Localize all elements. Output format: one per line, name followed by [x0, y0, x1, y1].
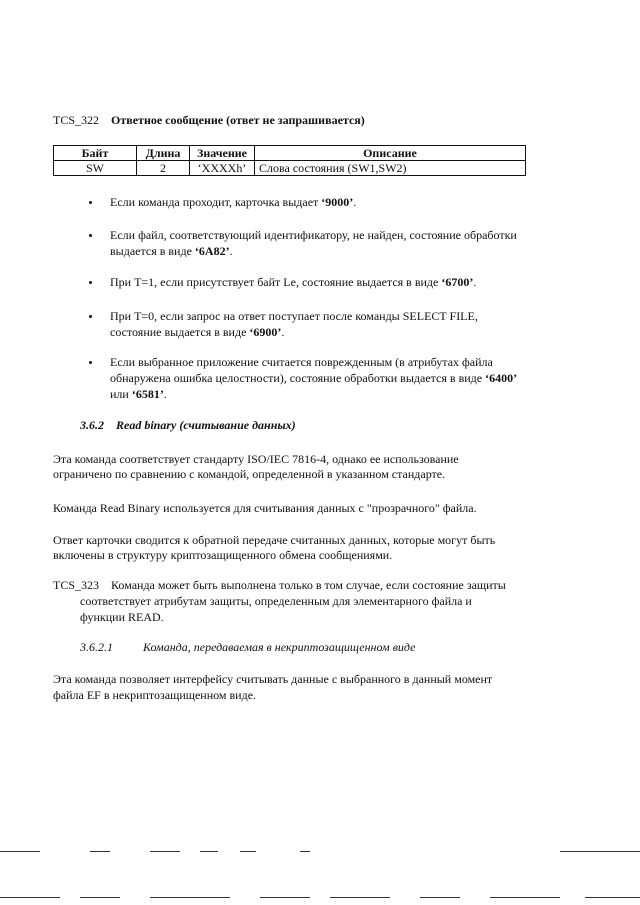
- bullet-text: или: [110, 387, 132, 401]
- tcs-323-id: TCS_323: [53, 578, 100, 592]
- bullet-text-line: [110, 355, 493, 369]
- bullet-text: Если файл, соответствующий идентификатору, не найден, состояние обработки: [110, 228, 517, 242]
- bullet-icon: [89, 361, 92, 364]
- tcs-322-id: TCS_322: [53, 113, 100, 127]
- table-row: [54, 161, 526, 176]
- table-header: Байт: [54, 146, 137, 161]
- status-code: ‘6400’: [485, 371, 518, 385]
- paragraph-line: Команда Read Binary используется для считывания данных с "прозрачного" файла.: [53, 501, 477, 515]
- table-header: Значение: [190, 146, 255, 161]
- tcs-322-heading: [53, 113, 365, 127]
- bullet-text-line: [110, 275, 476, 289]
- bullet-text: При T=0, если запрос на ответ поступает после команды SELECT FILE,: [110, 309, 478, 323]
- bullet-text: выдается в виде: [110, 244, 195, 258]
- bullet-text-line: [110, 244, 233, 258]
- bullet-text-end: .: [473, 275, 477, 289]
- paragraph-line: Эта команда позволяет интерфейсу считывать данные с выбранного в данный момент: [53, 672, 493, 686]
- section-3-6-2-heading: [80, 418, 296, 432]
- tcs-323-line: [53, 578, 506, 592]
- tcs-322-title: Ответное сообщение (ответ не запрашивается): [111, 113, 365, 127]
- section-number: 3.6.2: [80, 418, 104, 432]
- status-code: ‘6700’: [441, 275, 474, 289]
- table-header: Описание: [255, 146, 526, 161]
- bullet-text-line: [110, 387, 167, 401]
- bullet-text-line: [110, 371, 517, 385]
- paragraph-line: ограничено по сравнению с командой, определенной в указанном стандарте.: [53, 467, 446, 481]
- bullet-text-end: .: [353, 195, 357, 209]
- tcs-323-line: соответствует атрибутам защиты, определенным для элементарного файла и: [80, 594, 472, 608]
- table-header-row: [54, 146, 526, 161]
- status-code: ‘6A82’: [194, 244, 230, 258]
- bullet-icon: [89, 281, 92, 284]
- response-table: [53, 145, 526, 176]
- section-3-6-2-1-heading: [80, 640, 415, 654]
- bullet-text: состояние выдается в виде: [110, 325, 250, 339]
- status-code: ‘6581’: [131, 387, 164, 401]
- tcs-323-text: Команда может быть выполнена только в том случае, если состояние защиты: [111, 578, 506, 592]
- table-cell: ‘XXXXh’: [190, 161, 255, 176]
- paragraph-line: файла EF в некриптозащищенном виде.: [53, 688, 257, 702]
- paragraph-line: Ответ карточки сводится к обратной передаче считанных данных, которые могут быть: [53, 533, 496, 547]
- section-title: Команда, передаваемая в некриптозащищенном виде: [143, 640, 416, 654]
- bullet-text-line: [110, 228, 517, 242]
- status-code: ‘6900’: [249, 325, 282, 339]
- table-cell: SW: [54, 161, 137, 176]
- bullet-text-end: .: [281, 325, 285, 339]
- bullet-text: обнаружена ошибка целостности), состояние обработки выдается в виде: [110, 371, 486, 385]
- section-number: 3.6.2.1: [80, 640, 113, 654]
- status-code: ‘9000’: [321, 195, 354, 209]
- bullet-icon: [89, 315, 92, 318]
- bullet-text: Если команда проходит, карточка выдает: [110, 195, 322, 209]
- table-header: Длина: [137, 146, 190, 161]
- bullet-text-end: .: [229, 244, 233, 258]
- paragraph-line: включены в структуру криптозащищенного обмена сообщениями.: [53, 548, 393, 562]
- bullet-icon: [89, 234, 92, 237]
- bullet-icon: [89, 201, 92, 204]
- paragraph-line: Эта команда соответствует стандарту ISO/IEC 7816-4, однако ее использование: [53, 452, 459, 466]
- section-title: Read binary (считывание данных): [116, 418, 296, 432]
- bullet-text-line: [110, 325, 284, 339]
- table-cell: 2: [137, 161, 190, 176]
- table-cell: Слова состояния (SW1,SW2): [255, 161, 526, 176]
- tcs-323-line: функции READ.: [80, 610, 164, 624]
- bullet-text: Если выбранное приложение считается поврежденным (в атрибутах файла: [110, 355, 493, 369]
- bullet-text-end: .: [163, 387, 167, 401]
- bullet-text: При T=1, если присутствует байт Le, состояние выдается в виде: [110, 275, 442, 289]
- bullet-text-line: [110, 309, 478, 323]
- bullet-text-line: [110, 195, 356, 209]
